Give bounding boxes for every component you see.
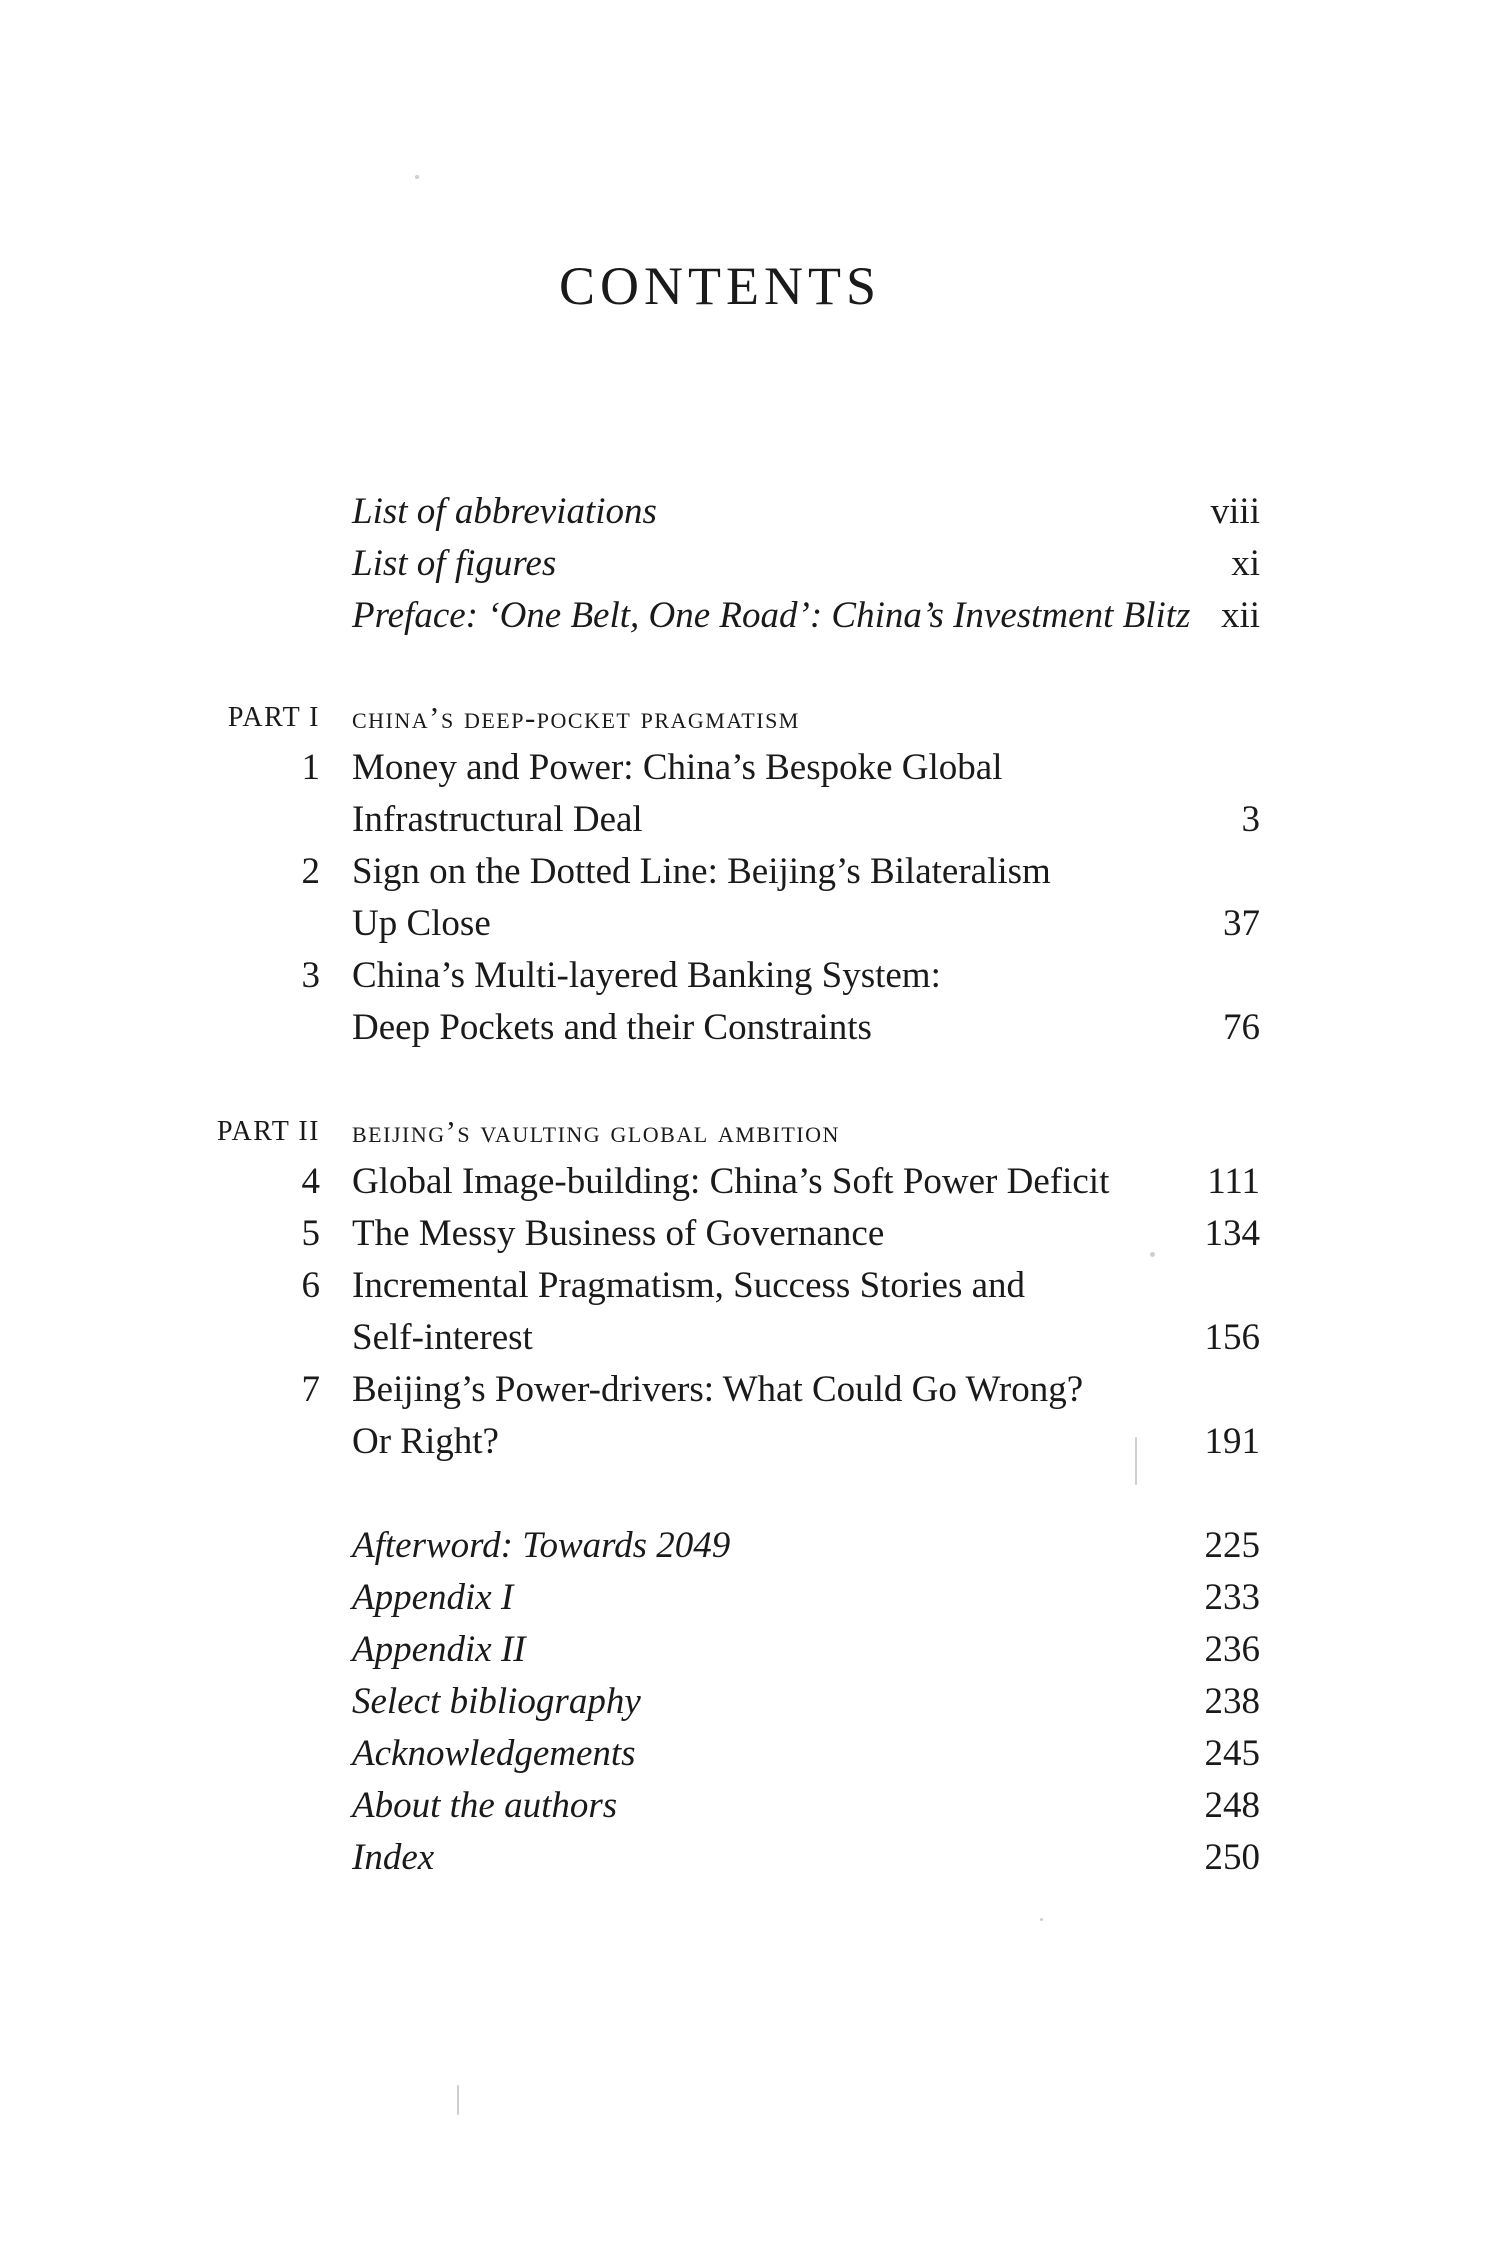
chapter-number: 6 bbox=[301, 1265, 320, 1306]
toc-page-number: 134 bbox=[1204, 1213, 1260, 1254]
chapter-title-line2: Self-interest bbox=[352, 1317, 533, 1358]
toc-page-number: 245 bbox=[1204, 1733, 1260, 1774]
toc-entry-title: List of figures bbox=[352, 543, 557, 584]
page-title: CONTENTS bbox=[559, 256, 881, 316]
toc-chapter-5[interactable] bbox=[0, 1208, 1500, 1260]
toc-page-number: 225 bbox=[1204, 1525, 1260, 1566]
toc-chapter-1-cont[interactable] bbox=[0, 794, 1500, 846]
toc-entry-appendix-2[interactable] bbox=[0, 1624, 1500, 1676]
toc-entry-index[interactable] bbox=[0, 1832, 1500, 1884]
toc-page-number: 248 bbox=[1204, 1785, 1260, 1826]
toc-page-number: xii bbox=[1220, 595, 1260, 636]
chapter-number: 5 bbox=[301, 1213, 320, 1254]
toc-chapter-1[interactable] bbox=[0, 742, 1500, 794]
chapter-title-line2: Up Close bbox=[352, 903, 491, 944]
toc-page-number: 3 bbox=[1241, 799, 1260, 840]
chapter-title-line1: China’s Multi-layered Banking System: bbox=[352, 955, 941, 996]
toc-entry-abbreviations[interactable] bbox=[0, 486, 1500, 538]
part-title: china’s deep-pocket pragmatism bbox=[352, 700, 800, 735]
toc-page-number: 238 bbox=[1204, 1681, 1260, 1722]
toc-entry-figures[interactable] bbox=[0, 538, 1500, 590]
toc-entry-title: Appendix I bbox=[352, 1577, 514, 1618]
part-heading-1 bbox=[0, 692, 1500, 744]
toc-chapter-3[interactable] bbox=[0, 950, 1500, 1002]
toc-entry-about-authors[interactable] bbox=[0, 1780, 1500, 1832]
chapter-title-line2: Infrastructural Deal bbox=[352, 799, 643, 840]
toc-page-number: 233 bbox=[1204, 1577, 1260, 1618]
chapter-number: 7 bbox=[301, 1369, 320, 1410]
toc-page-number: 76 bbox=[1223, 1007, 1260, 1048]
chapter-title-line1: Beijing’s Power-drivers: What Could Go Wrong? bbox=[352, 1369, 1084, 1410]
part-label: PART I bbox=[227, 702, 320, 733]
toc-chapter-3-cont[interactable] bbox=[0, 1002, 1500, 1054]
chapter-title-line1: Incremental Pragmatism, Success Stories and bbox=[352, 1265, 1026, 1306]
chapter-title-line1: Global Image-building: China’s Soft Power Deficit bbox=[352, 1161, 1110, 1202]
chapter-number: 3 bbox=[301, 955, 320, 996]
toc-page-number: 191 bbox=[1204, 1421, 1260, 1462]
toc-page-number: 250 bbox=[1204, 1837, 1260, 1878]
toc-chapter-4[interactable] bbox=[0, 1156, 1500, 1208]
toc-page-number: 236 bbox=[1204, 1629, 1260, 1670]
part-heading-2 bbox=[0, 1106, 1500, 1158]
toc-entry-title: About the authors bbox=[352, 1785, 618, 1826]
toc-chapter-7-cont[interactable] bbox=[0, 1416, 1500, 1468]
chapter-title-line1: Money and Power: China’s Bespoke Global bbox=[352, 747, 1003, 788]
scan-speck bbox=[1150, 1252, 1155, 1257]
chapter-title-line2: Deep Pockets and their Constraints bbox=[352, 1007, 872, 1048]
toc-chapter-6-cont[interactable] bbox=[0, 1312, 1500, 1364]
toc-chapter-2-cont[interactable] bbox=[0, 898, 1500, 950]
chapter-number: 1 bbox=[301, 747, 320, 788]
toc-entry-title: Afterword: Towards 2049 bbox=[352, 1525, 731, 1566]
scan-speck bbox=[415, 175, 419, 179]
part-title: beijing’s vaulting global ambition bbox=[352, 1114, 840, 1149]
toc-entry-title: Select bibliography bbox=[352, 1681, 641, 1722]
toc-entry-title: Preface: ‘One Belt, One Road’: China’s Investment Blitz bbox=[352, 595, 1191, 636]
toc-entry-acknowledgements[interactable] bbox=[0, 1728, 1500, 1780]
toc-chapter-7[interactable] bbox=[0, 1364, 1500, 1416]
chapter-number: 4 bbox=[301, 1161, 320, 1202]
scan-speck bbox=[1135, 1437, 1137, 1485]
chapter-title-line1: Sign on the Dotted Line: Beijing’s Bilateralism bbox=[352, 851, 1051, 892]
toc-entry-title: Acknowledgements bbox=[352, 1733, 636, 1774]
toc-chapter-6[interactable] bbox=[0, 1260, 1500, 1312]
chapter-title-line2: Or Right? bbox=[352, 1421, 499, 1462]
toc-entry-preface[interactable] bbox=[0, 590, 1500, 642]
scan-speck bbox=[1040, 1918, 1043, 1921]
toc-page-number: 37 bbox=[1223, 903, 1260, 944]
toc-entry-title: Index bbox=[352, 1837, 435, 1878]
scan-speck bbox=[457, 2085, 459, 2115]
toc-entry-afterword[interactable] bbox=[0, 1520, 1500, 1572]
toc-page-number: 111 bbox=[1207, 1161, 1260, 1202]
toc-page-number: viii bbox=[1210, 491, 1260, 532]
toc-page-number: 156 bbox=[1204, 1317, 1260, 1358]
toc-chapter-2[interactable] bbox=[0, 846, 1500, 898]
chapter-title-line1: The Messy Business of Governance bbox=[352, 1213, 885, 1254]
toc-entry-bibliography[interactable] bbox=[0, 1676, 1500, 1728]
toc-entry-title: Appendix II bbox=[352, 1629, 526, 1670]
toc-page-number: xi bbox=[1231, 543, 1260, 584]
part-label: PART II bbox=[217, 1116, 320, 1147]
chapter-number: 2 bbox=[301, 851, 320, 892]
toc-entry-appendix-1[interactable] bbox=[0, 1572, 1500, 1624]
toc-entry-title: List of abbreviations bbox=[352, 491, 657, 532]
